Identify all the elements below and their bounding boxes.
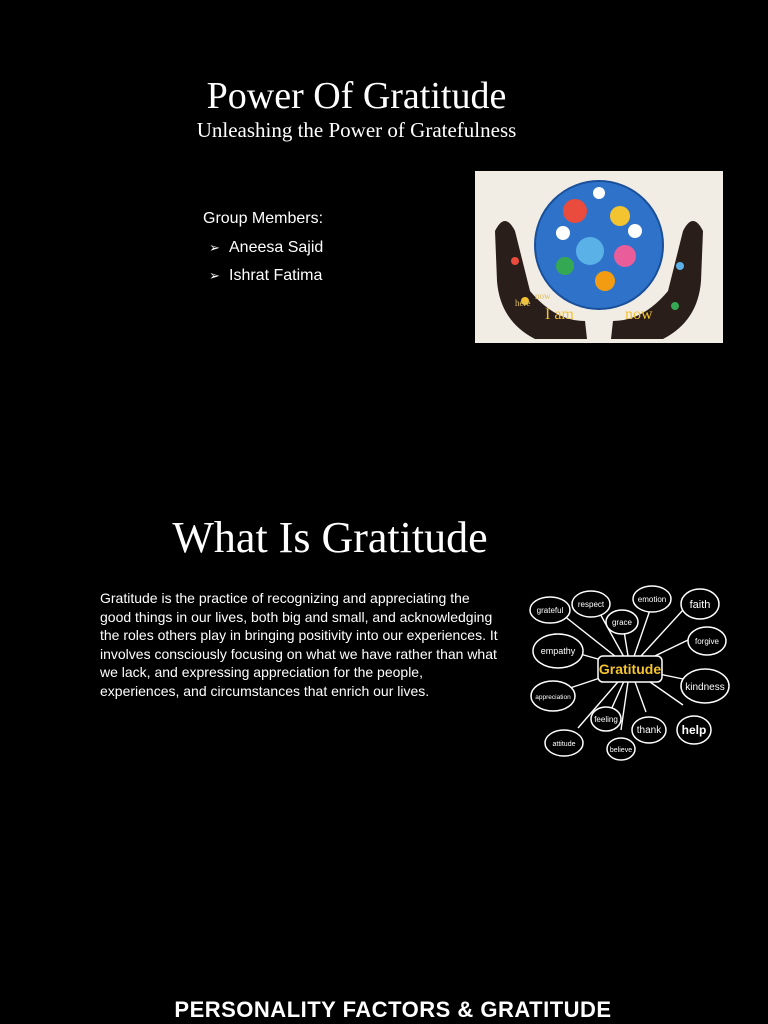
word-map-word: respect [577,600,605,609]
definition-paragraph: Gratitude is the practice of recognizing and appreciating the good things in our lives, both big and small, and acknowledging the roles others play in bringing positivity into our experiences. It involves consciously focusing on what we have rather than what we lack, and expressing appreciation for the people, experiences, and circumstances that enrich our lives. [100,590,498,699]
image-word: I am [545,306,574,323]
word-map-word: feeling [594,715,618,724]
slide-title-heading: PERSONALITY FACTORS & GRATITUDE [174,997,612,1022]
word-map-word: grateful [536,606,564,615]
arrow-bullet-icon: ➢ [209,268,220,283]
hands-holding-globe-image [475,171,723,343]
image-word: now [625,306,653,323]
slide-personality-factors [0,960,768,1024]
member-name: Ishrat Fatima [229,267,323,284]
word-map-word: grace [611,618,633,627]
arrow-bullet-icon: ➢ [209,240,220,255]
word-map-word: faith [689,599,711,611]
gratitude-word-map-image [528,580,733,765]
member-list-item [209,237,323,259]
word-map-word: empathy [540,646,576,656]
word-map-word: attitude [552,741,576,748]
member-name: Aneesa Sajid [229,239,324,256]
word-map-word: forgive [694,637,720,646]
word-map-word: thank [636,725,662,736]
word-map-word: appreciation [535,694,571,701]
word-map-word: help [681,723,707,737]
word-map-word: kindness [685,682,725,693]
image-word: now [535,291,551,301]
image-word: here [515,298,531,308]
word-map-word: believe [609,747,633,754]
word-map-word: emotion [637,595,667,604]
slide-title-heading: What Is Gratitude [172,513,488,562]
slide-subtitle: Unleashing the Power of Gratefulness [196,118,517,142]
group-members-heading: Group Members: [203,210,324,227]
slide-title-heading: Power Of Gratitude [206,75,507,117]
slide-what-is-gratitude [0,480,768,960]
slide-title [0,0,768,480]
member-list-item [209,265,322,287]
word-map-center: Gratitude [598,661,662,677]
